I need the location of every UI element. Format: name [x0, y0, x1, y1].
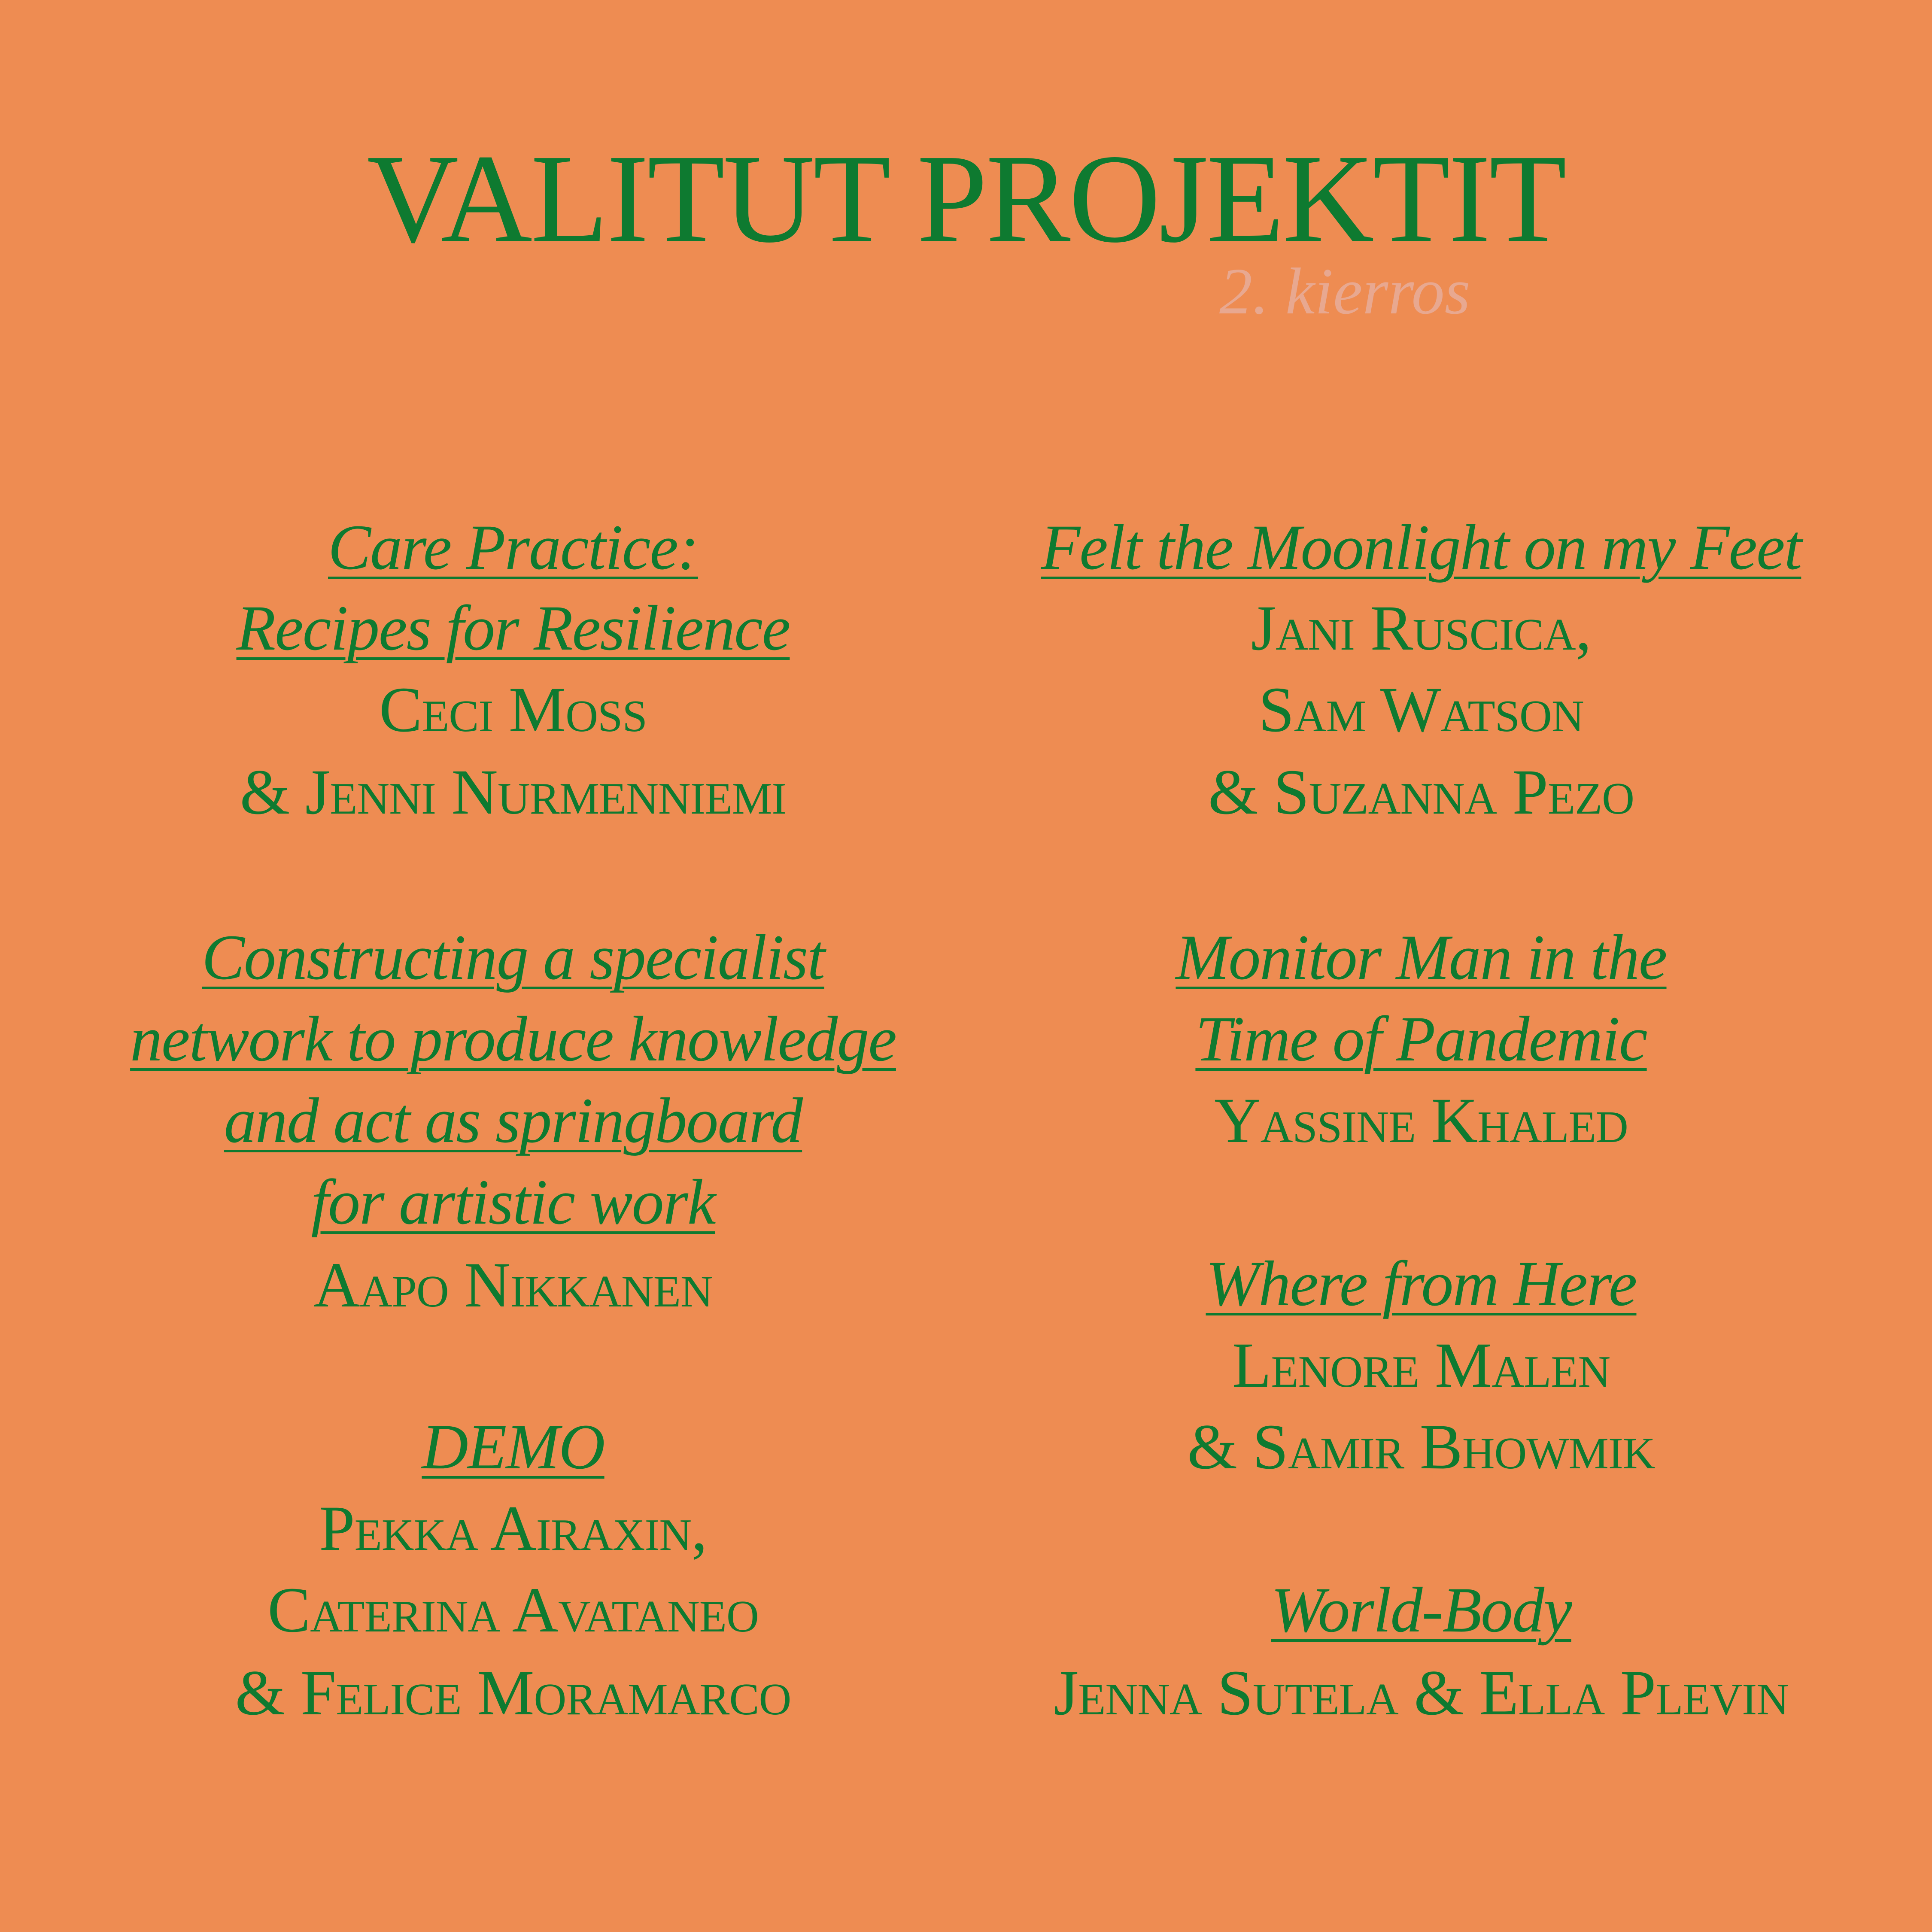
- project-title-line: Care Practice:: [328, 512, 698, 583]
- project-author-line: Ceci Moss: [379, 674, 647, 745]
- project-title-line: Time of Pandemic: [1195, 1003, 1647, 1075]
- project-title-line: and act as springboard: [224, 1085, 802, 1156]
- project-title-line: World-Body: [1271, 1574, 1571, 1646]
- project-author-line: & Samir Bhowmik: [1187, 1411, 1655, 1482]
- project-author-line: Sam Watson: [1258, 674, 1584, 745]
- project-author-line: & Suzanna Pezo: [1208, 756, 1634, 828]
- project-author-line: Aapo Nikkanen: [313, 1249, 713, 1321]
- project-title-line: network to produce knowledge: [130, 1003, 896, 1075]
- page-title: VALITUT PROJEKTIT: [367, 128, 1565, 269]
- project-title-line: Monitor Man in the: [1176, 922, 1667, 993]
- project-title-line: DEMO: [422, 1411, 605, 1482]
- project-author-line: Lenore Malen: [1232, 1330, 1610, 1401]
- project-title-line: Felt the Moonlight on my Feet: [1041, 512, 1801, 583]
- project-author-line: & Jenni Nurmenniemi: [240, 756, 787, 828]
- project-author-line: & Felice Moramarco: [235, 1657, 791, 1728]
- project-title-line: Where from Here: [1206, 1248, 1637, 1319]
- project-author-line: Caterina Avataneo: [267, 1574, 759, 1646]
- project-author-line: Jani Ruscica,: [1251, 592, 1592, 664]
- project-title-line: Recipes for Resilience: [236, 592, 790, 664]
- round-subtitle: 2. kierros: [1219, 255, 1470, 328]
- project-title-line: Constructing a specialist: [202, 922, 824, 993]
- project-author-line: Pekka Airaxin,: [319, 1493, 707, 1564]
- project-author-line: Yassine Khaled: [1214, 1085, 1628, 1156]
- project-author-line: Jenna Sutela & Ella Plevin: [1053, 1657, 1789, 1728]
- project-title-line: for artistic work: [311, 1166, 715, 1238]
